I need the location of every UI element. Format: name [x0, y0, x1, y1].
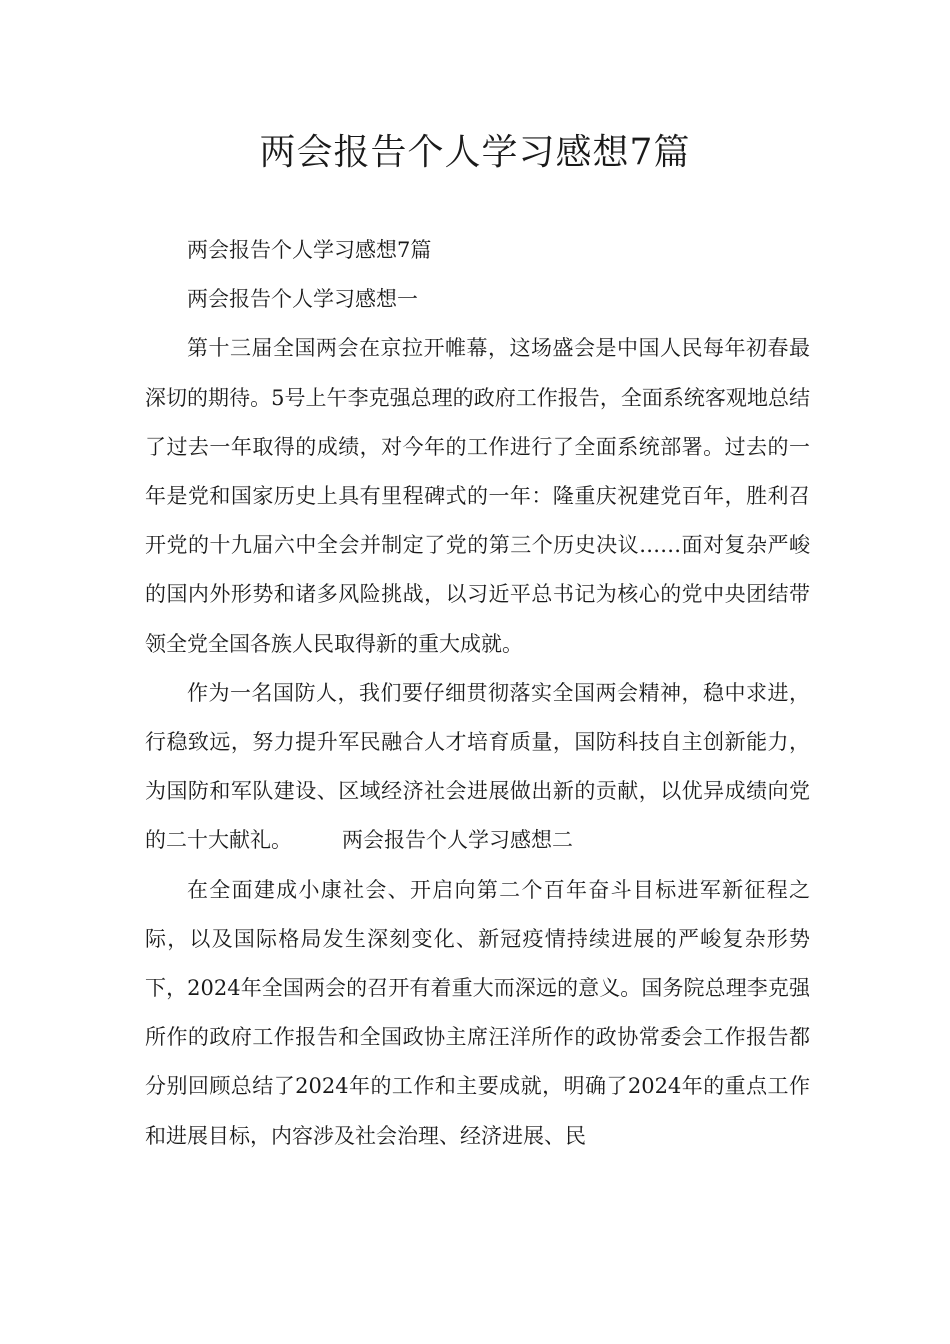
paragraph-subtitle: 两会报告个人学习感想7篇: [187, 238, 432, 262]
paragraph-three: 在全面建成小康社会、开启向第二个百年奋斗目标进军新征程之际，以及国际格局发生深刻变化、新冠疫情持续进展的严峻复杂形势下，2024年全国两会的召开有着重大而深远的意义。国务院总理李克强所作的政府工作报告和全国政协主席汪洋所作的政协常委会工作报告都分别回顾总结了2024年的工作和主要成就，明确了2024年的重点工作和进展目标，内容涉及社会治理、经济进展、民: [145, 877, 810, 1148]
section-heading-two: 两会报告个人学习感想二: [342, 828, 573, 853]
paragraph-two-text: 作为一名国防人，我们要仔细贯彻落实全国两会精神，稳中求进，行稳致远，努力提升军民融合人才培育质量，国防科技自主创新能力，为国防和军队建设、区域经济社会进展做出新的贡献，以优异成绩向党的二十大献礼。: [145, 680, 810, 853]
paragraph-one: 第十三届全国两会在京拉开帷幕，这场盛会是中国人民每年初春最深切的期待。5号上午李克强总理的政府工作报告，全面系统客观地总结了过去一年取得的成绩，对今年的工作进行了全面系统部署。过去的一年是党和国家历史上具有里程碑式的一年：隆重庆祝建党百年，胜利召开党的十九届六中全会并制定了党的第三个历史决议……面对复杂严峻的国内外形势和诸多风险挑战，以习近平总书记为核心的党中央团结带领全党全国各族人民取得新的重大成就。: [145, 336, 810, 656]
paragraph-two: [145, 669, 810, 866]
document-body: [145, 226, 810, 1161]
section-heading-one: 两会报告个人学习感想一: [187, 287, 418, 312]
document-title: 两会报告个人学习感想7篇: [259, 132, 691, 173]
